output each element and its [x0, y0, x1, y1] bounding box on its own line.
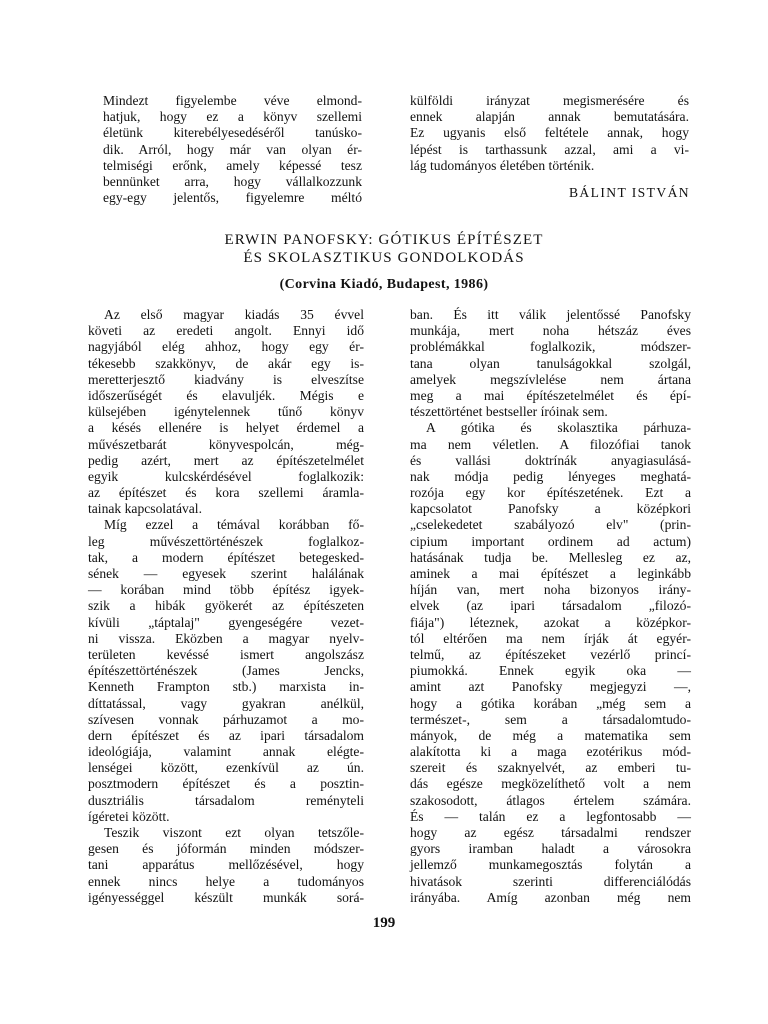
text-line: igényességgel készült munkák sorá- — [88, 889, 364, 905]
text-line: szakosodott, átlagos értelem számára. — [410, 792, 691, 808]
review-body-left-column — [88, 307, 364, 906]
review-title-line-2: ÉS SKOLASZTIKUS GONDOLKODÁS — [243, 250, 525, 266]
text-line: piumokká. Ennek egyik oka — — [410, 663, 691, 679]
text-line: Mindezt figyelembe véve elmond- — [103, 93, 362, 108]
text-line: Míg ezzel a témával korábban fő- — [104, 517, 364, 533]
text-line: pedig azért, mert az építészetelmélet — [88, 452, 364, 468]
text-line: hatjuk, hogy ez a könyv szellemi — [103, 109, 362, 125]
text-line: ma nem véletlen. A filozófiai tanok — [410, 436, 691, 452]
text-line: nagyjából elég ahhoz, hogy egy ér- — [88, 339, 364, 355]
text-line: egyik kulcskérdésével foglalkozik: — [88, 468, 364, 484]
text-line: hivatások szerinti differenciálódás — [410, 873, 691, 889]
text-line: és vallási doktrínák anyagiasulásá- — [410, 452, 691, 468]
text-line: lépést is tarthassunk azzal, ami a vi- — [410, 141, 689, 157]
text-line: szik a hibák gyökerét az építészeten — [88, 598, 364, 614]
text-line: tani apparátus mellőzésével, hogy — [88, 857, 364, 873]
text-line: életünk kiterebélyesedéséről tanúsko- — [103, 125, 362, 141]
text-line: építészettörténészek (James Jencks, — [88, 663, 364, 679]
text-line: — korában mind több építész igyek- — [88, 582, 364, 598]
text-line: munkája, mert noha hétszáz éves — [410, 323, 691, 339]
text-line: amelyek megszívlelése nem ártana — [410, 371, 691, 387]
text-line: híján van, mert noha bizonyos irány- — [410, 582, 691, 598]
text-line: És — talán ez a legfontosabb — — [410, 808, 691, 824]
text-line: ígéretei között. — [88, 808, 170, 824]
text-line: meg a mai építészetelmélet és épí- — [410, 387, 691, 403]
text-line: telmiségi erőnk, amely képessé tesz — [103, 157, 362, 173]
text-line: természet-, sem a társadalomtudo- — [410, 711, 691, 727]
text-line: Ez ugyanis első feltétele annak, hogy — [410, 125, 689, 141]
previous-review-ending-left-column — [103, 93, 362, 206]
text-line: művészetbarát könyvespolcán, még- — [88, 436, 364, 452]
text-line: amint azt Panofsky megjegyzi —, — [410, 679, 691, 695]
text-line: mányok, de még a matematika sem — [410, 727, 691, 743]
text-line: egy-egy jelentős, figyelemre méltó — [103, 190, 362, 206]
text-line: kívüli „táptalaj" gyengeségére vezet- — [88, 614, 364, 630]
text-line: „cselekedetet szabályozó elv" (prin- — [410, 517, 691, 533]
text-line: leg művészettörténészek foglalkoz- — [88, 533, 364, 549]
text-line: szívesen vonnak párhuzamot a mo- — [88, 711, 364, 727]
text-line: dás egésze megközelíthető volt a nem — [410, 776, 691, 792]
text-line: meretterjesztő kiadvány is elveszítse — [88, 371, 364, 387]
text-line: a késés ellenére is helyet érdemel a — [88, 420, 364, 436]
text-line: külföldi irányzat megismerésére és — [410, 93, 689, 108]
previous-review-ending-right-column — [410, 93, 689, 174]
text-line: időszerűségét és elavuljék. Mégis e — [88, 387, 364, 403]
text-line: gyors iramban haladt a városokra — [410, 841, 691, 857]
text-line: elvek (az ipari társadalom „filozó- — [410, 598, 691, 614]
text-line: Kenneth Frampton stb.) marxista in- — [88, 679, 364, 695]
text-line: lág tudományos életében történik. — [410, 157, 595, 173]
page-number: 199 — [372, 915, 396, 931]
text-line: cipium important ordinem ad actum) — [410, 533, 691, 549]
text-line: dern építészet és az ipari társadalom — [88, 727, 364, 743]
text-line: Az első magyar kiadás 35 évvel — [104, 307, 364, 322]
text-line: tól eltérően ma nem írják át egyér- — [410, 630, 691, 646]
text-line: jellemző munkamegosztás folytán a — [410, 857, 691, 873]
text-line: hogy az egész társadalmi rendszer — [410, 825, 691, 840]
text-line: aminek a mai építészet a leginkább — [410, 566, 691, 581]
text-line: tékesebb szakkönyv, de akár egy is- — [88, 355, 364, 371]
text-line: Teszik viszont ezt olyan tetszőle- — [104, 825, 364, 840]
text-line: A gótika és skolasztika párhuza- — [426, 420, 691, 436]
text-line: dusztriális társadalom reményteli — [88, 792, 364, 808]
text-line: rozója egy kor építészetének. Ezt a — [410, 485, 691, 501]
text-line: ni vissza. Eközben a magyar nyelv- — [88, 630, 364, 646]
text-line: telmű, az építészeket vezérlő princí- — [410, 646, 691, 662]
review-publication-info: (Corvina Kiadó, Budapest, 1986) — [279, 277, 489, 292]
text-line: tészettörténet bestseller íróinak sem. — [410, 404, 608, 420]
text-line: kapcsolatot Panofsky a középkori — [410, 501, 691, 517]
text-line: tak, a modern építészet betegesked- — [88, 549, 364, 565]
text-line: fiája") léteznek, azokat a középkor- — [410, 614, 691, 630]
text-line: gesen és jóformán minden módszer- — [88, 841, 364, 857]
text-line: az építészet és kora szellemi áramla- — [88, 485, 364, 501]
text-line: posztmodern építészet és a posztin- — [88, 776, 364, 792]
text-line: bennünket arra, hogy vállalkozzunk — [103, 173, 362, 189]
text-line: hogy a gótika korában „még sem a — [410, 695, 691, 711]
text-line: ennek alapján annak bemutatására. — [410, 109, 689, 125]
review-title-line-1: ERWIN PANOFSKY: GÓTIKUS ÉPÍTÉSZET — [224, 232, 544, 248]
review-body-right-column — [410, 307, 691, 906]
text-line: tainak kapcsolatával. — [88, 501, 202, 517]
text-line: irányába. Amíg azonban még nem — [410, 889, 691, 905]
text-line: követi az eredeti angolt. Ennyi idő — [88, 323, 364, 339]
text-line: szereit és szaknyelvét, az emberi tu- — [410, 760, 691, 776]
text-line: külsejében igénytelennek tűnő könyv — [88, 404, 364, 420]
text-line: nak módja pedig lényeges meghatá- — [410, 468, 691, 484]
text-line: dik. Arról, hogy már van olyan ér- — [103, 141, 362, 157]
text-line: ban. És itt válik jelentőssé Panofsky — [410, 307, 691, 322]
text-line: díttatással, vagy gyakran anélkül, — [88, 695, 364, 711]
text-line: ideológiája, valamint annak elégte- — [88, 744, 364, 760]
reviewer-signature: BÁLINT ISTVÁN — [568, 185, 690, 200]
text-line: ennek nincs helye a tudományos — [88, 873, 364, 889]
text-line: tana olyan tanulságokkal szolgál, — [410, 355, 691, 371]
text-line: sének — egyesek szerint halálának — [88, 566, 364, 581]
text-line: hatásának tudja be. Mellesleg ez az, — [410, 549, 691, 565]
text-line: alakította ki a maga ezotérikus mód- — [410, 744, 691, 760]
text-line: lenségei között, ezenkívül az ún. — [88, 760, 364, 776]
text-line: területen kevéssé ismert angolszász — [88, 646, 364, 662]
text-line: problémákkal foglalkozik, módszer- — [410, 339, 691, 355]
